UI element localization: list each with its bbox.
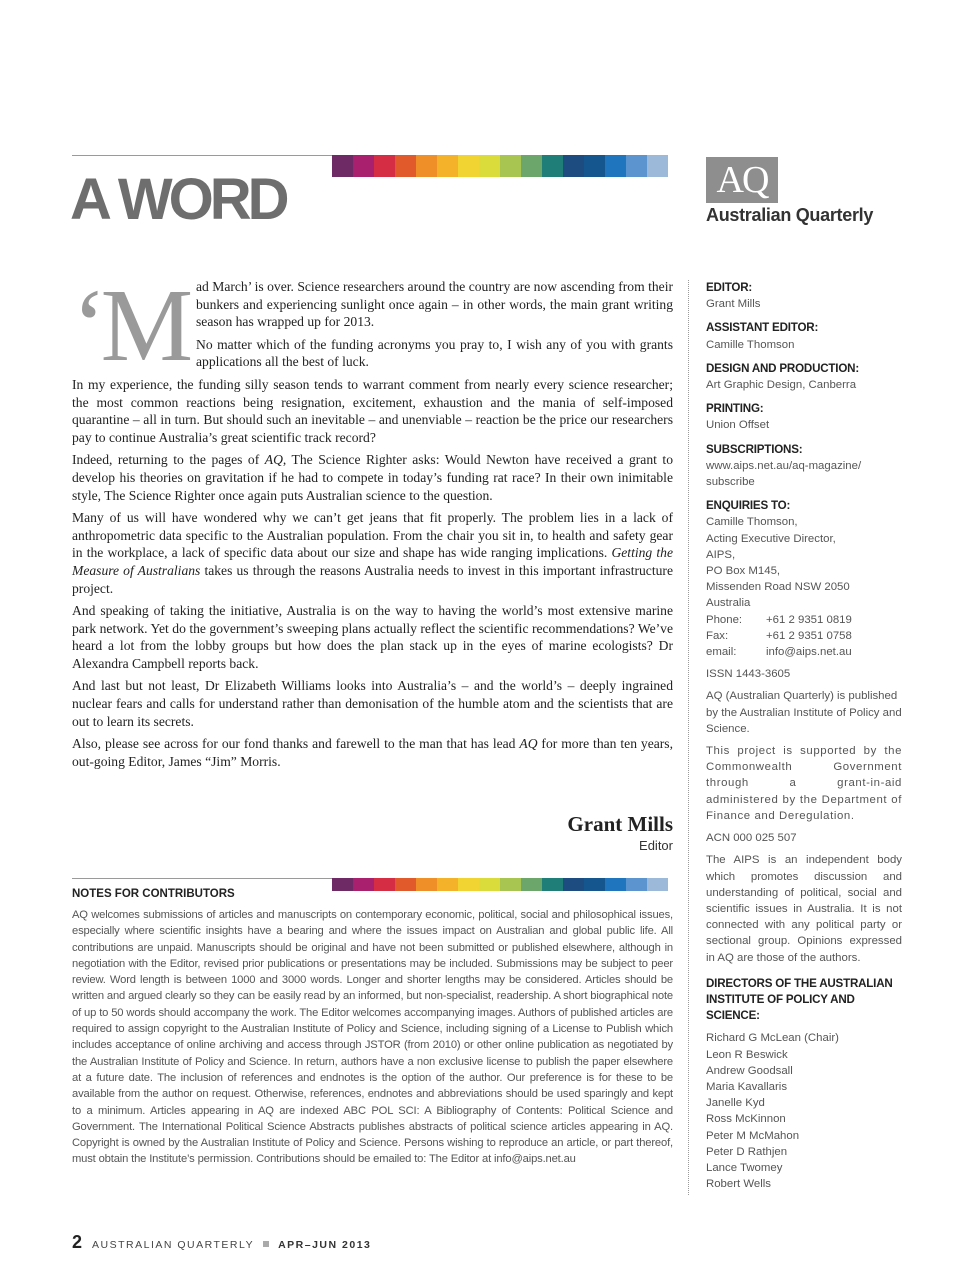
color-swatch-2 xyxy=(353,878,374,891)
color-swatch-3 xyxy=(374,155,395,177)
director-name: Andrew Goodsall xyxy=(706,1064,793,1077)
color-swatch-6 xyxy=(437,878,458,891)
page-footer xyxy=(72,1232,371,1253)
enquiries-line: Missenden Road NSW 2050 xyxy=(706,581,850,594)
editorial-paragraph: In my experience, the funding silly season tends to warrant comment from nearly every science researcher; the most common reactions being resignation, excitement, exhaustion and the mania of self-imposed quarantine – all in turn. But should such an inevitable – and unenviable – reaction be the price our researchers pay to continue Australia’s great scientific track record? xyxy=(72,376,673,445)
directors-list xyxy=(706,1030,902,1192)
color-swatch-1 xyxy=(332,878,353,891)
notes-rule xyxy=(72,878,332,879)
editor-name: Grant Mills xyxy=(706,298,761,311)
color-swatch-5 xyxy=(416,878,437,891)
notes-heading: NOTES FOR CONTRIBUTORS xyxy=(72,888,235,900)
fax-row: Fax: +61 2 9351 0758 xyxy=(706,629,852,642)
color-swatch-12 xyxy=(563,155,584,177)
director-name: Maria Kavallaris xyxy=(706,1080,788,1093)
editorial-paragraph: And speaking of taking the initiative, Australia is on the way to having the world’s most extensive marine park network. Yet do the government’s sweeping plans actually reflect the scientific recommendations? We’ve heard a lot from the lobby groups but how does the plan stack up in the eyes of marine ecologists? Dr Alexandra Campbell reports back. xyxy=(72,603,673,671)
color-swatch-1 xyxy=(332,155,353,177)
color-swatch-14 xyxy=(605,155,626,177)
color-swatch-16 xyxy=(647,878,668,891)
editor-heading: EDITOR: xyxy=(706,281,753,294)
color-swatch-7 xyxy=(458,878,479,891)
color-spectrum-bar xyxy=(332,155,668,177)
footer-issue: APR–JUN 2013 xyxy=(278,1239,372,1251)
footer-separator xyxy=(263,1241,269,1247)
color-swatch-7 xyxy=(458,155,479,177)
color-swatch-6 xyxy=(437,155,458,177)
enquiries-line: AIPS, xyxy=(706,548,736,561)
color-swatch-10 xyxy=(521,155,542,177)
design-heading: DESIGN AND PRODUCTION: xyxy=(706,361,859,375)
printing-heading: PRINTING: xyxy=(706,402,764,416)
editorial-paragraph: No matter which of the funding acronyms you pray to, I wish any of you with grants applications all the best of luck. xyxy=(196,336,673,370)
color-swatch-9 xyxy=(500,155,521,177)
color-swatch-13 xyxy=(584,155,605,177)
footer-publication: AUSTRALIAN QUARTERLY xyxy=(92,1239,255,1251)
color-swatch-16 xyxy=(647,155,668,177)
color-swatch-15 xyxy=(626,878,647,891)
page-title: A WORD xyxy=(70,167,286,232)
enquiries-heading: ENQUIRIES TO: xyxy=(706,499,791,513)
notes-body: AQ welcomes submissions of articles and manuscripts on contemporary economic, political, social and philosophical issues, especially where scientific insights have a bearing and where the issues impact on Australian and global public life. All contributions are unpaid. Manuscripts should be original and have not been submitted or published elsewhere, although in negotiation with the Editor, revised prior publications or presentations may be included. Submissions may be subject to peer review. Word length is between 1000 and 3000 words. Longer and shorter lengths may be considered. Articles should be written and argued clearly so they can be easily read by an informed, but non-specialist, readership. A short biographical note of up to 50 words should accompany the work. The Editor welcomes accompanying images. Authors of published articles are required to assign copyright to the Australian Institute of Policy and Science, including signing of a License to Publish which includes acceptance of online archiving and access through JSTOR (from 2010) or other online publication as negotiated by the Australian Institute of Policy and Science. In return, authors have a non exclusive license to publish the paper elsewhere at a future date. The inclusion of references and endnotes is the option of the author. Our preference is for these to be available from the author on request. Otherwise, references, endnotes and abbreviations should be used sparingly and kept to a minimum. Articles appearing in AQ are indexed ABC POL SCI: A Bibliography of Contents: Political Science and Government. The International Political Science Abstracts publishes abstracts of political science articles appearing in AQ. Copyright is owned by the Australian Institute of Policy and Science. Persons wishing to reproduce an article, or part thereof, must obtain the Institute’s permission. Contributions should be emailed to: The Editor at info@aips.net.au xyxy=(72,909,673,1166)
director-name: Richard G McLean (Chair) xyxy=(706,1032,839,1045)
headline-rule xyxy=(72,155,332,156)
editorial-column xyxy=(72,268,673,775)
publication-name: Australian Quarterly xyxy=(706,205,874,225)
issn: ISSN 1443-3605 xyxy=(706,668,791,681)
color-swatch-8 xyxy=(479,878,500,891)
enquiries-line: Camille Thomson, xyxy=(706,516,798,529)
subscriptions-heading: SUBSCRIPTIONS: xyxy=(706,442,803,456)
phone-row: Phone: +61 2 9351 0819 xyxy=(706,613,852,626)
editor-role: Editor xyxy=(639,838,673,853)
color-swatch-11 xyxy=(542,155,563,177)
color-swatch-11 xyxy=(542,878,563,891)
director-name: Lance Twomey xyxy=(706,1161,783,1174)
drop-cap: ‘M xyxy=(72,268,188,383)
design-value: Art Graphic Design, Canberra xyxy=(706,379,857,392)
color-swatch-13 xyxy=(584,878,605,891)
assistant-editor-heading: ASSISTANT EDITOR: xyxy=(706,321,819,335)
enquiries-line: PO Box M145, xyxy=(706,565,781,578)
color-swatch-10 xyxy=(521,878,542,891)
email-link[interactable]: info@aips.net.au xyxy=(766,646,852,659)
editorial-paragraph: Indeed, returning to the pages of AQ, The Science Righter asks: Would Newton have received a grant to develop his theories on gravitation if he had to compete in today’s funding rat race? In their own inimitable style, The Science Righter once again puts Australian science to the question. xyxy=(72,452,673,503)
color-spectrum-bar-small xyxy=(332,878,668,891)
published-note: AQ (Australian Quarterly) is published by the Australian Institute of Policy and Science. xyxy=(706,690,902,735)
aips-about: The AIPS is an independent body which promotes discussion and understanding of political, social and scientific issues in Australia. It is not connected with any political party or sectional group. Opinions expressed in AQ are those of the authors. xyxy=(706,854,902,964)
support-note: This project is supported by the Commonwealth Government through a grant-in-aid administered by the Department of Finance and Deregulation. xyxy=(706,745,902,822)
color-swatch-4 xyxy=(395,155,416,177)
color-swatch-9 xyxy=(500,878,521,891)
color-swatch-4 xyxy=(395,878,416,891)
acn: ACN 000 025 507 xyxy=(706,832,797,845)
printing-value: Union Offset xyxy=(706,419,770,432)
assistant-editor-name: Camille Thomson xyxy=(706,338,795,351)
aq-logo: AQ xyxy=(706,157,778,203)
masthead-sidebar xyxy=(706,280,902,1192)
color-swatch-15 xyxy=(626,155,647,177)
director-name: Peter M McMahon xyxy=(706,1129,800,1142)
subscriptions-link[interactable]: www.aips.net.au/aq-magazine/ xyxy=(706,459,862,472)
director-name: Ross McKinnon xyxy=(706,1113,786,1126)
director-name: Janelle Kyd xyxy=(706,1097,765,1110)
email-row: email: info@aips.net.au xyxy=(706,644,902,660)
color-swatch-2 xyxy=(353,155,374,177)
page-number: 2 xyxy=(72,1232,83,1252)
color-swatch-3 xyxy=(374,878,395,891)
editorial-paragraph: Also, please see across for our fond thanks and farewell to the man that has lead AQ for more than ten years, out-going Editor, James “Jim” Morris. xyxy=(72,736,673,769)
color-swatch-8 xyxy=(479,155,500,177)
column-divider xyxy=(688,280,689,1195)
enquiries-line: Acting Executive Director, xyxy=(706,532,836,545)
color-swatch-5 xyxy=(416,155,437,177)
director-name: Peter D Rathjen xyxy=(706,1145,788,1158)
directors-heading: DIRECTORS OF THE AUSTRALIAN INSTITUTE OF POLICY AND SCIENCE: xyxy=(706,976,893,1023)
editorial-paragraph: And last but not least, Dr Elizabeth Williams looks into Australia’s – and the world’s – deeply ingrained nuclear fears and calls for understand rather than demonisation of the humble atom and the scientists that are out to learn its secrets. xyxy=(72,678,673,729)
color-swatch-12 xyxy=(563,878,584,891)
director-name: Robert Wells xyxy=(706,1178,771,1191)
color-swatch-14 xyxy=(605,878,626,891)
editorial-paragraph: Many of us will have wondered why we can’t get jeans that fit properly. The problem lies in a lack of anthropometric data specific to the Australian population. From the chair you sit in, to health and safety gear in the workplace, a lack of specific data about our size and shape has wide ranging implications. Getting the Measure of Australians takes us through the reasons Australia needs to invest in this important infrastructure project. xyxy=(72,510,673,596)
editorial-paragraph: ad March’ is over. Science researchers around the country are now ascending from their bunkers and experiencing sunlight once again – in other words, the main grant writing season has wrapped up for 2013. xyxy=(196,279,673,330)
subscriptions-link-2[interactable]: subscribe xyxy=(706,476,755,489)
enquiries-line: Australia xyxy=(706,597,751,610)
editor-signature: Grant Mills xyxy=(567,812,673,836)
director-name: Leon R Beswick xyxy=(706,1048,788,1061)
